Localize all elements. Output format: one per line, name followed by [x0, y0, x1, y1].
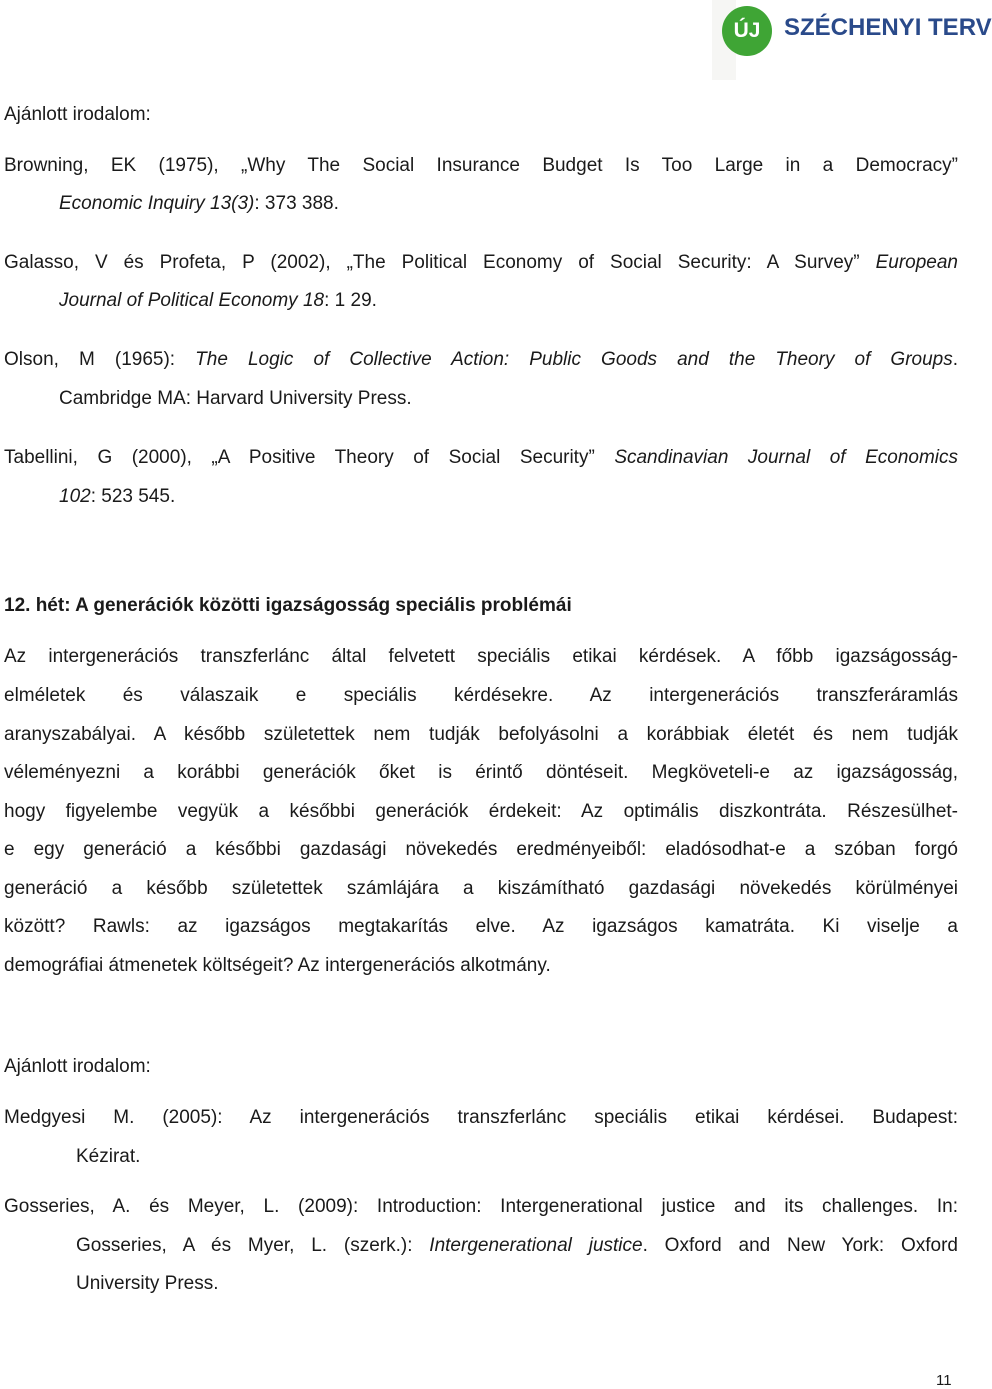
ref-browning-line1: Browning, EK (1975), „Why The Social Insurance Budget Is Too Large in a Democracy”	[4, 155, 958, 176]
ref-volume: 102	[59, 486, 91, 507]
ref-journal: Journal of Political Economy 18	[59, 290, 325, 311]
ref-pages: : 523 545.	[90, 486, 176, 507]
body-line-2: elméletek és válaszaik e speciális kérdésekre. Az intergenerációs transzferáramlás	[4, 685, 958, 706]
ref-text: Olson, M (1965):	[4, 349, 176, 370]
ref-journal: Economic Inquiry 13(3)	[59, 193, 255, 214]
recommended-reading-label: Ajánlott irodalom:	[4, 104, 151, 125]
body-line-8: között? Rawls: az igazságos megtakarítás elve. Az igazságos kamatráta. Ki viselje a	[4, 916, 958, 937]
ref-pages: : 373 388.	[254, 193, 339, 214]
body-line-3: aranyszabályai. A később születettek nem tudják befolyásolni a korábbiak életét és nem tudják	[4, 724, 958, 745]
szechenyi-terv-logo	[712, 0, 992, 80]
ref-tabellini-line1	[4, 445, 958, 471]
ref-title: Intergenerational justice	[429, 1235, 643, 1256]
logo-badge: ÚJ	[722, 6, 772, 56]
body-line-1: Az intergenerációs transzferlánc által felvetett speciális etikai kérdések. A főbb igazságosság-	[4, 646, 958, 667]
ref-gosseries-line1: Gosseries, A. és Meyer, L. (2009): Introduction: Intergenerational justice and its challenges. In:	[4, 1196, 958, 1217]
page-number: 11	[936, 1372, 952, 1389]
ref-tabellini-line2	[59, 484, 175, 510]
week-heading: 12. hét: A generációk közötti igazságosság speciális problémái	[4, 595, 572, 616]
ref-text: Tabellini, G (2000), „A Positive Theory of Social Security”	[4, 447, 595, 468]
body-line-4: véleményezni a korábbi generációk őket is érintő döntéseit. Megköveteli-e az igazságosság,	[4, 762, 958, 783]
ref-text: Galasso, V és Profeta, P (2002), „The Political Economy of Social Security: A Survey”	[4, 252, 860, 273]
ref-journal: European	[875, 252, 958, 273]
ref-gosseries-line3: University Press.	[76, 1273, 219, 1294]
body-line-6: e egy generáció a későbbi gazdasági növekedés eredményeiből: eladósodhat-e a szóban forgó	[4, 839, 958, 860]
ref-pages: : 1 29.	[324, 290, 377, 311]
ref-text: Gosseries, A és Myer, L. (szerk.):	[76, 1235, 413, 1256]
ref-end: . Oxford and New York: Oxford	[642, 1235, 958, 1256]
ref-olson-line2: Cambridge MA: Harvard University Press.	[59, 388, 412, 409]
ref-galasso-line2	[59, 288, 377, 314]
ref-end: .	[952, 349, 959, 370]
ref-medgyesi-line2: Kézirat.	[76, 1146, 141, 1167]
body-line-7: generáció a később születettek számlájára a kiszámítható gazdasági növekedés körülményei	[4, 878, 958, 899]
recommended-reading-label-2: Ajánlott irodalom:	[4, 1056, 151, 1077]
body-line-5: hogy figyelembe vegyük a későbbi generációk érdekeit: Az optimális diszkontráta. Részesülhet-	[4, 801, 958, 822]
ref-journal: Scandinavian Journal of Economics	[614, 447, 958, 468]
ref-olson-line1	[4, 347, 958, 373]
body-line-9: demográfiai átmenetek költségeit? Az intergenerációs alkotmány.	[4, 955, 551, 976]
ref-medgyesi-line1: Medgyesi M. (2005): Az intergenerációs transzferlánc speciális etikai kérdései. Budapest:	[4, 1107, 958, 1128]
ref-title: The Logic of Collective Action: Public Goods and the Theory of Groups	[195, 349, 953, 370]
ref-galasso-line1	[4, 250, 958, 276]
ref-browning-line2	[59, 191, 339, 217]
ref-gosseries-line2	[76, 1233, 958, 1259]
logo-wordmark: SZÉCHENYI TERV	[784, 14, 992, 41]
